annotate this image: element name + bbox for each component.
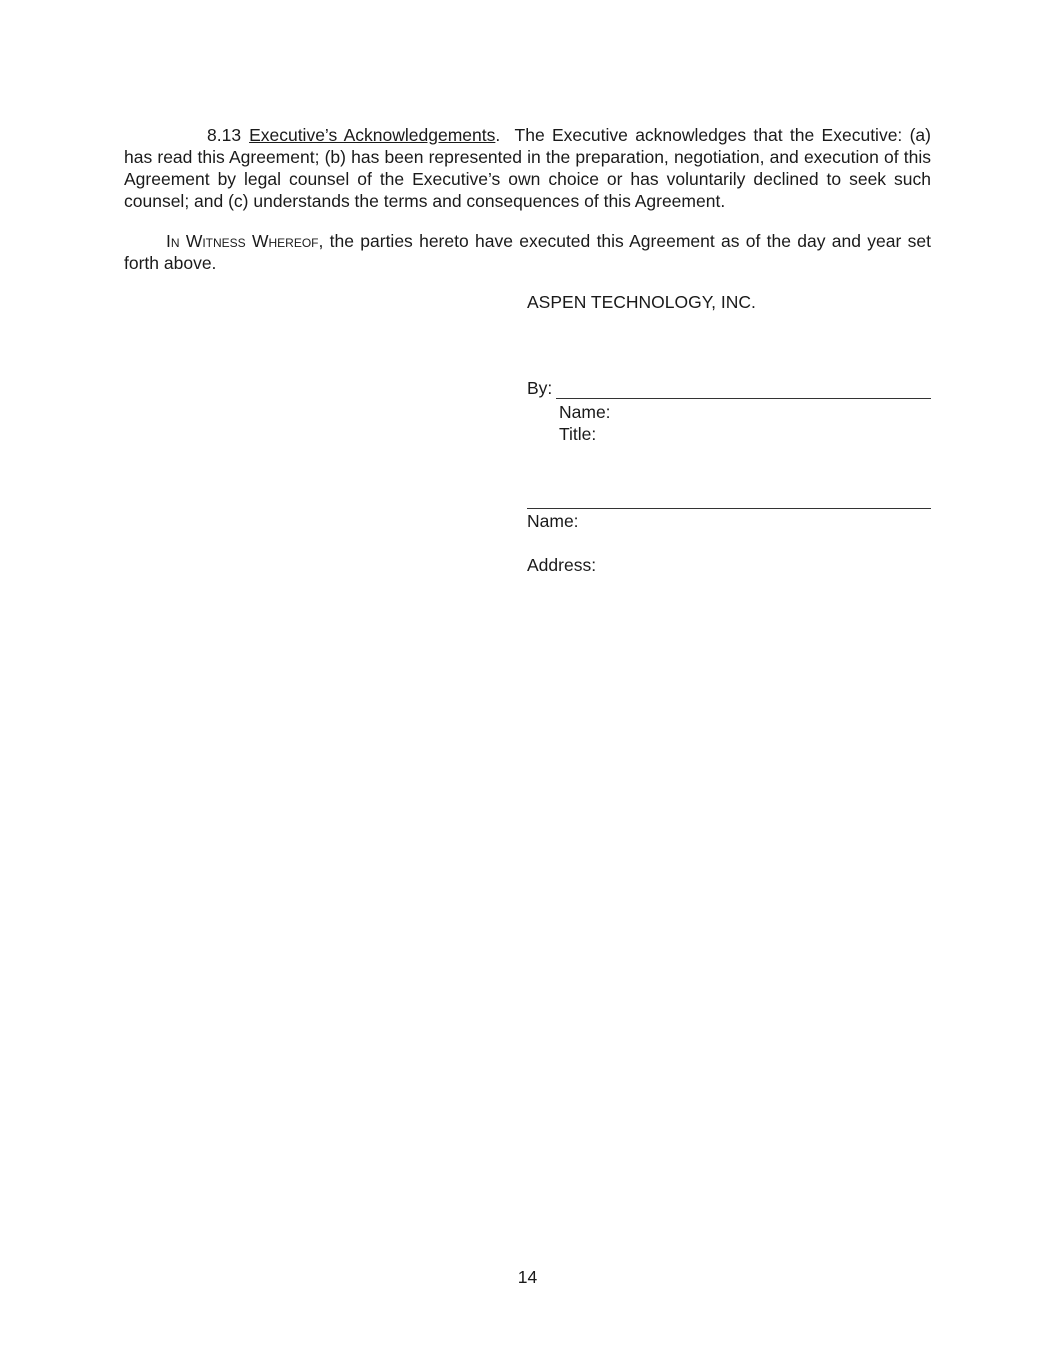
witness-lead: In Witness Whereof (166, 231, 319, 251)
witness-body: , the parties hereto have executed this Agreement as of the day and year set forth above. (124, 231, 931, 273)
section-number: 8.13 (207, 125, 242, 145)
company-signature-row (527, 378, 931, 399)
company-signer-name-label: Name: (559, 402, 611, 422)
company-signer-title-label: Title: (559, 424, 597, 444)
by-label: By: (527, 378, 553, 398)
page-number: 14 (517, 1267, 538, 1287)
executive-signature-line (527, 508, 931, 509)
heading-period: . (495, 125, 501, 145)
section-heading: Executive’s Acknowledgements (249, 125, 496, 145)
company-signature-line (556, 378, 931, 399)
company-name: ASPEN TECHNOLOGY, INC. (527, 292, 756, 312)
executive-name-label: Name: (527, 511, 579, 531)
executive-address-label: Address: (527, 555, 597, 575)
witness-paragraph (124, 230, 931, 274)
section-8-13-paragraph (124, 124, 931, 212)
section-body: The Executive acknowledges that the Executive: (a) has read this Agreement; (b) has been represented in the preparation, negotiation, and execution of this Agreement by legal counsel of the Executive’s own choice or has voluntarily declined to seek such counsel; and (c) understands the terms and consequences of this Agreement. (124, 125, 931, 211)
